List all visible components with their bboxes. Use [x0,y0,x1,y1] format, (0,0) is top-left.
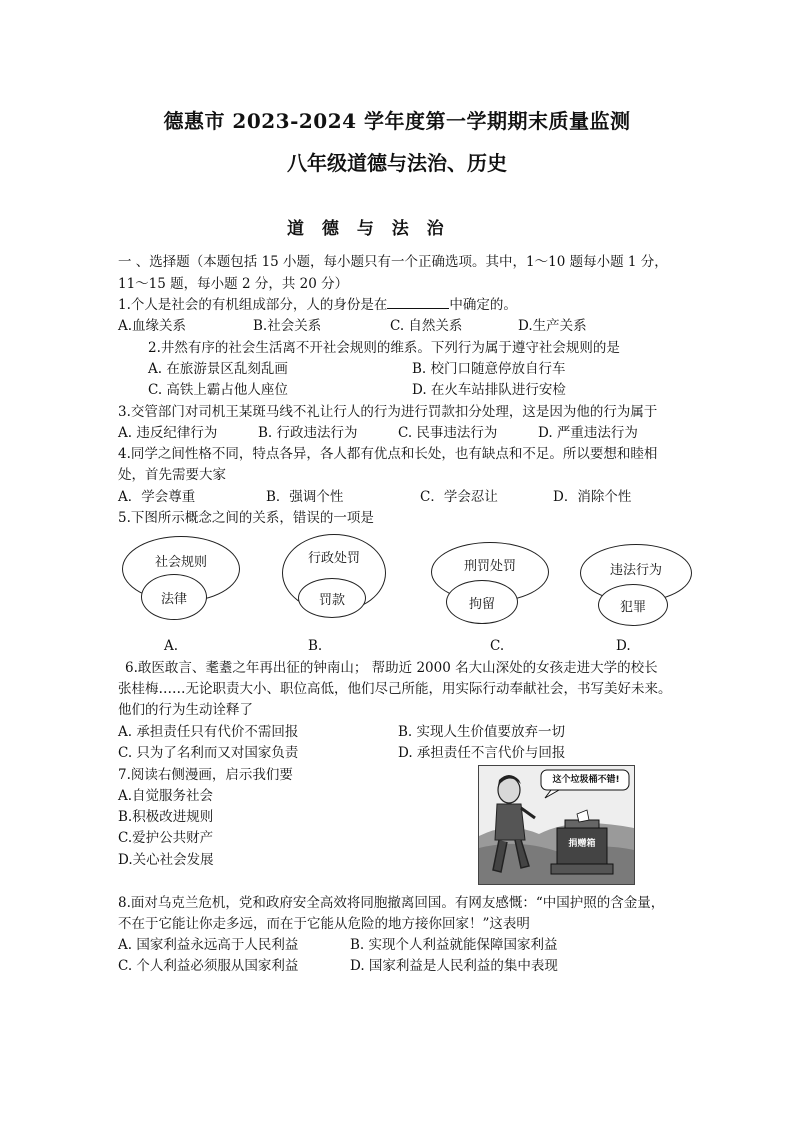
q6-option-d: D. 承担责任不言代价与回报 [398,745,566,761]
section-title: 道 德 与 法 治 [287,219,450,239]
q2-option-a: A. 在旅游景区乱刻乱画 [148,361,288,377]
diagram-a-inner-label: 法律 [160,592,187,607]
diagram-b-outer-label: 行政处罚 [307,551,360,566]
question-6-stem-line-1: 6.敢医敢言、耄耋之年再出征的钟南山； 帮助近 2000 名大山深处的女孩走进大学的校长 [125,660,658,676]
diagram-b-inner-label: 罚款 [318,593,345,608]
q1-option-d: D.生产关系 [518,318,587,334]
question-2-stem: 2.井然有序的社会生活离不开社会规则的维系。下列行为属于遵守社会规则的是 [148,340,620,356]
question-3-stem: 3.交管部门对司机王某斑马线不礼让行人的行为进行罚款扣分处理，这是因为他的行为属于 [118,404,658,420]
cartoon-illustration [478,765,635,885]
q3-option-d: D. 严重违法行为 [538,425,638,441]
q4-option-a: A．学会尊重 [118,489,196,505]
q7-option-d: D.关心社会发展 [118,852,214,868]
diagram-d-outer-label: 违法行为 [609,563,662,578]
diagram-c-inner-label: 拘留 [468,597,495,612]
question-8-stem-line-2: 不在于它能让你走多远，而在于它能从危险的地方接你回家！”这表明 [118,916,530,932]
question-4-stem-line-1: 4.同学之间性格不同，特点各异，各人都有优点和长处，也有缺点和不足。所以要想和睦相 [118,446,658,462]
diagram-d-label: D. [616,638,631,654]
q1-option-b: B.社会关系 [253,318,322,334]
diagram-b-inner-ellipse [298,578,366,618]
diagram-a-outer-label: 社会规则 [154,555,207,570]
cartoon-speech-bubble: 这个垃圾桶不错! [552,775,620,785]
diagram-d-inner-label: 犯罪 [619,600,646,615]
answer-blank [387,296,449,309]
q3-option-b: B. 行政违法行为 [258,425,358,441]
page-subtitle: 八年级道德与法治、历史 [287,151,507,175]
q3-option-a: A. 违反纪律行为 [118,425,218,441]
q8-option-a: A. 国家利益永远高于人民利益 [118,937,299,953]
question-1-stem-part-2: 中确定的。 [449,297,517,313]
diagram-c-outer-label: 刑罚处罚 [463,559,516,574]
diagram-d-inner-ellipse [598,584,668,626]
question-6-stem-line-3: 他们的行为生动诠释了 [118,702,253,718]
q2-option-c: C. 高铁上霸占他人座位 [148,382,288,398]
question-7-stem: 7.阅读右侧漫画，启示我们要 [118,767,293,783]
q8-option-b: B. 实现个人利益就能保障国家利益 [350,937,558,953]
question-4-stem-line-2: 处，首先需要大家 [118,467,226,483]
q2-option-b: B. 校门口随意停放自行车 [412,361,566,377]
question-6-stem-line-2: 张桂梅……无论职责大小、职位高低，他们尽己所能，用实际行动奉献社会，书写美好未来。 [118,681,672,697]
q8-option-d: D. 国家利益是人民利益的集中表现 [350,958,558,974]
q4-option-d: D．消除个性 [553,489,632,505]
diagram-c-inner-ellipse [446,580,518,624]
q3-option-c: C. 民事违法行为 [398,425,498,441]
q6-option-b: B. 实现人生价值要放弃一切 [398,724,566,740]
q7-option-c: C.爱护公共财产 [118,830,214,846]
q1-option-a: A.血缘关系 [118,318,187,334]
q4-option-b: B．强调个性 [266,489,344,505]
q2-option-d: D. 在火车站排队进行安检 [412,382,566,398]
q6-option-c: C. 只为了名利而又对国家负责 [118,745,299,761]
q8-option-c: C. 个人利益必须服从国家利益 [118,958,299,974]
instructions-line-1: 一 、选择题（本题包括 15 小题，每小题只有一个正确选项。其中，1～10 题每小题 1 分， [118,254,668,270]
diagram-c-label: C. [490,638,505,654]
q7-option-a: A.自觉服务社会 [118,788,214,804]
q6-option-a: A. 承担责任只有代价不需回报 [118,724,299,740]
question-8-stem-line-1: 8.面对乌克兰危机，党和政府安全高效将同胞撤离回国。有网友感慨：“中国护照的含金量， [118,895,665,911]
question-5-stem: 5.下图所示概念之间的关系，错误的一项是 [118,510,374,526]
diagram-a-label: A. [164,638,179,654]
q7-option-b: B.积极改进规则 [118,809,214,825]
diagram-b-label: B. [308,638,323,654]
q4-option-c: C．学会忍让 [420,489,498,505]
page-title: 德惠市 2023-2024 学年度第一学期期末质量监测 [163,109,631,133]
cartoon-box-label: 捐赠箱 [568,839,596,849]
q1-option-c: C. 自然关系 [390,318,463,334]
instructions-line-2: 11～15 题，每小题 2 分，共 20 分） [118,276,349,292]
diagram-a-inner-ellipse [141,574,207,620]
question-1-stem [118,296,517,314]
question-1-stem-part-1: 1.个人是社会的有机组成部分，人的身份是在 [118,297,388,313]
